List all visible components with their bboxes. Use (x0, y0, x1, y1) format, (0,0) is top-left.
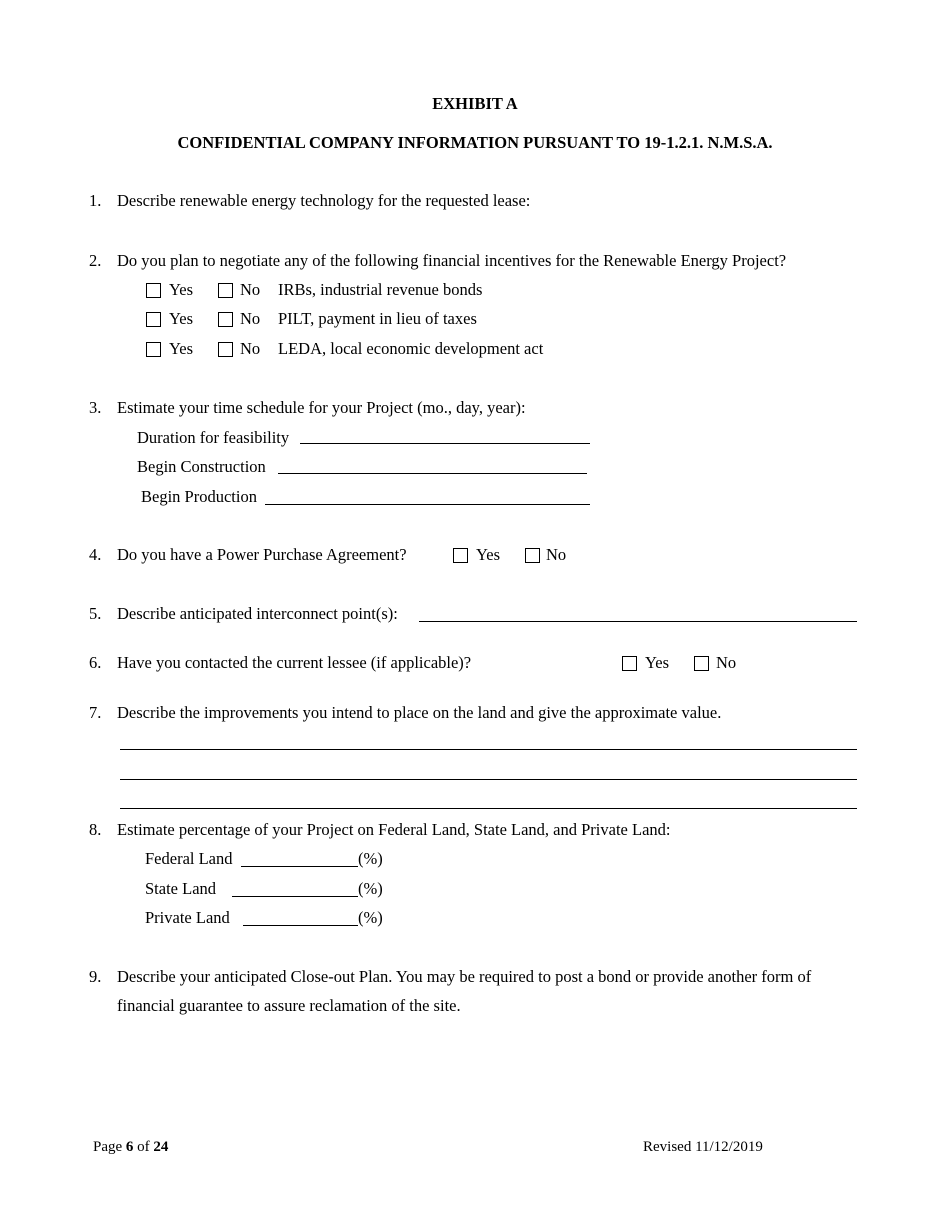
document-subtitle: CONFIDENTIAL COMPANY INFORMATION PURSUANT TO 19-1.2.1. N.M.S.A. (177, 133, 773, 152)
question-8-number: 8. (89, 820, 102, 839)
page-current: 6 (125, 1139, 134, 1155)
question-1-number: 1. (89, 191, 102, 210)
feasibility-duration-label: Duration for feasibility (137, 428, 290, 447)
page-number (93, 1137, 168, 1157)
question-4-text: Do you have a Power Purchase Agreement? (117, 545, 407, 564)
question-4-number: 4. (89, 545, 102, 564)
irbs-yes-label: Yes (169, 280, 194, 299)
question-9-text-line-2: financial guarantee to assure reclamation of the site. (117, 996, 461, 1015)
pilt-no-checkbox[interactable] (218, 312, 233, 327)
state-land-field[interactable] (232, 896, 358, 897)
begin-construction-field[interactable] (278, 473, 587, 474)
federal-land-unit: (%) (358, 849, 383, 868)
question-6-text: Have you contacted the current lessee (if applicable)? (117, 653, 472, 672)
lessee-no-label: No (716, 653, 737, 672)
ppa-no-label: No (546, 545, 567, 564)
ppa-yes-checkbox[interactable] (453, 548, 468, 563)
begin-production-label: Begin Production (141, 487, 257, 506)
state-land-label: State Land (145, 879, 217, 898)
question-3-text: Estimate your time schedule for your Project (mo., day, year): (117, 398, 526, 417)
page-prefix: Page (93, 1139, 123, 1155)
begin-construction-label: Begin Construction (137, 457, 266, 476)
pilt-yes-label: Yes (169, 309, 194, 328)
revised-date: Revised 11/12/2019 (643, 1139, 763, 1155)
page-of: of (137, 1139, 150, 1155)
federal-land-field[interactable] (241, 866, 358, 867)
question-8-text: Estimate percentage of your Project on Federal Land, State Land, and Private Land: (117, 820, 671, 839)
private-land-field[interactable] (243, 925, 358, 926)
question-6-number: 6. (89, 653, 102, 672)
question-2-text: Do you plan to negotiate any of the following financial incentives for the Renewable Energy Project? (117, 251, 787, 270)
question-9-number: 9. (89, 967, 102, 986)
interconnect-point-field[interactable] (419, 621, 857, 622)
irbs-yes-checkbox[interactable] (146, 283, 161, 298)
question-2-number: 2. (89, 251, 102, 270)
irbs-option-label: IRBs, industrial revenue bonds (278, 280, 483, 299)
pilt-yes-checkbox[interactable] (146, 312, 161, 327)
private-land-label: Private Land (145, 908, 230, 927)
question-3-number: 3. (89, 398, 102, 417)
page-total: 24 (153, 1139, 169, 1155)
leda-no-checkbox[interactable] (218, 342, 233, 357)
ppa-no-checkbox[interactable] (525, 548, 540, 563)
irbs-no-label: No (240, 280, 261, 299)
federal-land-label: Federal Land (145, 849, 233, 868)
improvements-answer-line-2[interactable] (120, 779, 857, 780)
lessee-yes-checkbox[interactable] (622, 656, 637, 671)
question-1-text: Describe renewable energy technology for the requested lease: (117, 191, 531, 210)
irbs-no-checkbox[interactable] (218, 283, 233, 298)
feasibility-duration-field[interactable] (300, 443, 590, 444)
question-5-text: Describe anticipated interconnect point(s): (117, 604, 398, 623)
exhibit-title: EXHIBIT A (432, 94, 518, 113)
lessee-no-checkbox[interactable] (694, 656, 709, 671)
pilt-no-label: No (240, 309, 261, 328)
state-land-unit: (%) (358, 879, 383, 898)
leda-yes-checkbox[interactable] (146, 342, 161, 357)
question-9-text-line-1: Describe your anticipated Close-out Plan. You may be required to post a bond or provide another form of (117, 967, 812, 986)
question-7-text: Describe the improvements you intend to place on the land and give the approximate value. (117, 703, 722, 722)
private-land-unit: (%) (358, 908, 383, 927)
begin-production-field[interactable] (265, 504, 590, 505)
ppa-yes-label: Yes (476, 545, 501, 564)
question-5-number: 5. (89, 604, 102, 623)
improvements-answer-line-1[interactable] (120, 749, 857, 750)
pilt-option-label: PILT, payment in lieu of taxes (278, 309, 477, 328)
improvements-answer-line-3[interactable] (120, 808, 857, 809)
leda-no-label: No (240, 339, 261, 358)
leda-yes-label: Yes (169, 339, 194, 358)
question-7-number: 7. (89, 703, 102, 722)
leda-option-label: LEDA, local economic development act (278, 339, 544, 358)
lessee-yes-label: Yes (645, 653, 670, 672)
